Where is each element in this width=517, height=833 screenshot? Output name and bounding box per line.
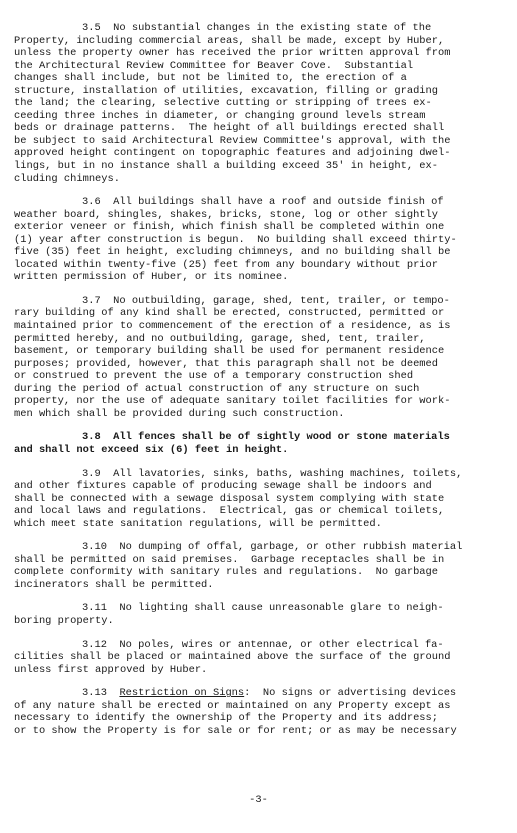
text-line: lings, but in no instance shall a building exceed 35' in height, ex- bbox=[14, 160, 439, 173]
text-line: 3.6 All buildings shall have a roof and outside finish of bbox=[82, 196, 444, 209]
text-line: 3.11 No lighting shall cause unreasonable glare to neigh- bbox=[82, 602, 444, 615]
text-line: rary building of any kind shall be erected, constructed, permitted or bbox=[14, 307, 445, 320]
paragraph-3-12 bbox=[14, 639, 506, 677]
text-line: 3.7 No outbuilding, garage, shed, tent, trailer, or tempo- bbox=[82, 294, 450, 307]
text-line: exterior veneer or finish, which finish shall be completed within one bbox=[14, 221, 445, 234]
section-heading: Restriction on Signs bbox=[119, 687, 245, 700]
text-line: which meet state sanitation regulations, will be permitted. bbox=[14, 517, 382, 530]
text-line: cluding chimneys. bbox=[14, 172, 121, 185]
text-line: or to show the Property is for sale or for rent; or as may be necessary bbox=[14, 724, 457, 737]
text-line: structure, installation of utilities, excavation, filling or grading bbox=[14, 84, 439, 97]
text-line: five (35) feet in height, excluding chimneys, and no building shall be bbox=[14, 246, 451, 259]
text-line: the land; the clearing, selective cutting or stripping of trees ex- bbox=[14, 97, 432, 110]
text-line: men which shall be provided during such construction. bbox=[14, 407, 345, 420]
paragraph-3-10 bbox=[14, 541, 506, 591]
text-line: purposes; provided, however, that this paragraph shall not be deemed bbox=[14, 357, 439, 370]
text-line: cilities shall be placed or maintained above the surface of the ground bbox=[14, 651, 451, 664]
text-line: 3.8 All fences shall be of sightly wood or stone materials bbox=[82, 431, 450, 444]
text-line: be subject to said Architectural Review Committee's approval, with the bbox=[14, 134, 451, 147]
text-line: 3.10 No dumping of offal, garbage, or other rubbish material bbox=[82, 541, 463, 554]
paragraph-3-7 bbox=[14, 295, 506, 420]
text-line: 3.5 No substantial changes in the existing state of the bbox=[82, 22, 432, 34]
text-line: incinerators shall be permitted. bbox=[14, 578, 214, 591]
text-line: complete conformity with sanitary rules and regulations. No garbage bbox=[14, 566, 439, 579]
text-line: basement, or temporary building shall be used for permanent residence bbox=[14, 345, 445, 358]
text-line: property, nor the use of adequate sanitary toilet facilities for work- bbox=[14, 395, 451, 408]
text-line: of any nature shall be erected or maintained on any Property except as bbox=[14, 699, 451, 712]
text-line: Property, including commercial areas, shall be made, except by Huber, bbox=[14, 34, 445, 47]
document-body bbox=[14, 22, 506, 748]
text-line: beds or drainage patterns. The height of all buildings erected shall bbox=[14, 122, 445, 135]
text-line: or construed to prevent the use of a temporary construction shed bbox=[14, 370, 414, 383]
text-line: and shall not exceed six (6) feet in height. bbox=[14, 443, 289, 456]
paragraph-3-8 bbox=[14, 431, 506, 456]
text-line: written permission of Huber, or its nominee. bbox=[14, 271, 289, 284]
text-line bbox=[14, 687, 506, 700]
text-line: 3.9 All lavatories, sinks, baths, washing machines, toilets, bbox=[82, 467, 463, 480]
paragraph-3-11 bbox=[14, 602, 506, 627]
text-line: necessary to identify the ownership of the Property and its address; bbox=[14, 712, 439, 725]
text-line: unless first approved by Huber. bbox=[14, 663, 208, 676]
paragraph-3-13 bbox=[14, 687, 506, 737]
text-line: approved height contingent on topographic features and adjoining dwel- bbox=[14, 147, 451, 160]
paragraph-3-5 bbox=[14, 22, 506, 185]
text-line: changes shall include, but not be limited to, the erection of a bbox=[14, 72, 407, 85]
text-line: maintained prior to commencement of the erection of a residence, as is bbox=[14, 320, 451, 333]
text-line: shall be permitted on said premises. Garbage receptacles shall be in bbox=[14, 553, 445, 566]
text-line: during the period of actual construction of any structure on such bbox=[14, 382, 420, 395]
text-line: boring property. bbox=[14, 614, 114, 627]
text-line: weather board, shingles, shakes, bricks, stone, log or other sightly bbox=[14, 208, 439, 221]
text-line: shall be connected with a sewage disposal system complying with state bbox=[14, 492, 445, 505]
text-line: unless the property owner has received the prior written approval from bbox=[14, 47, 451, 60]
paragraph-3-9 bbox=[14, 468, 506, 531]
text-line: permitted hereby, and no outbuilding, garage, shed, tent, trailer, bbox=[14, 332, 426, 345]
section-number: 3.13 bbox=[82, 687, 107, 700]
text-line: located within twenty-five (25) feet from any boundary without prior bbox=[14, 258, 439, 271]
heading-continuation: : No signs or advertising devices bbox=[244, 687, 457, 700]
text-line: ceeding three inches in diameter, or changing ground levels stream bbox=[14, 109, 426, 122]
text-line: and other fixtures capable of producing sewage shall be indoors and bbox=[14, 480, 432, 493]
page-number: -3- bbox=[249, 794, 268, 806]
text-line: the Architectural Review Committee for Beaver Cove. Substantial bbox=[14, 59, 414, 72]
text-line: (1) year after construction is begun. No building shall exceed thirty- bbox=[14, 233, 457, 246]
paragraph-3-6 bbox=[14, 196, 506, 284]
text-line: 3.12 No poles, wires or antennae, or other electrical fa- bbox=[82, 638, 444, 651]
text-line: and local laws and regulations. Electrical, gas or chemical toilets, bbox=[14, 505, 445, 518]
